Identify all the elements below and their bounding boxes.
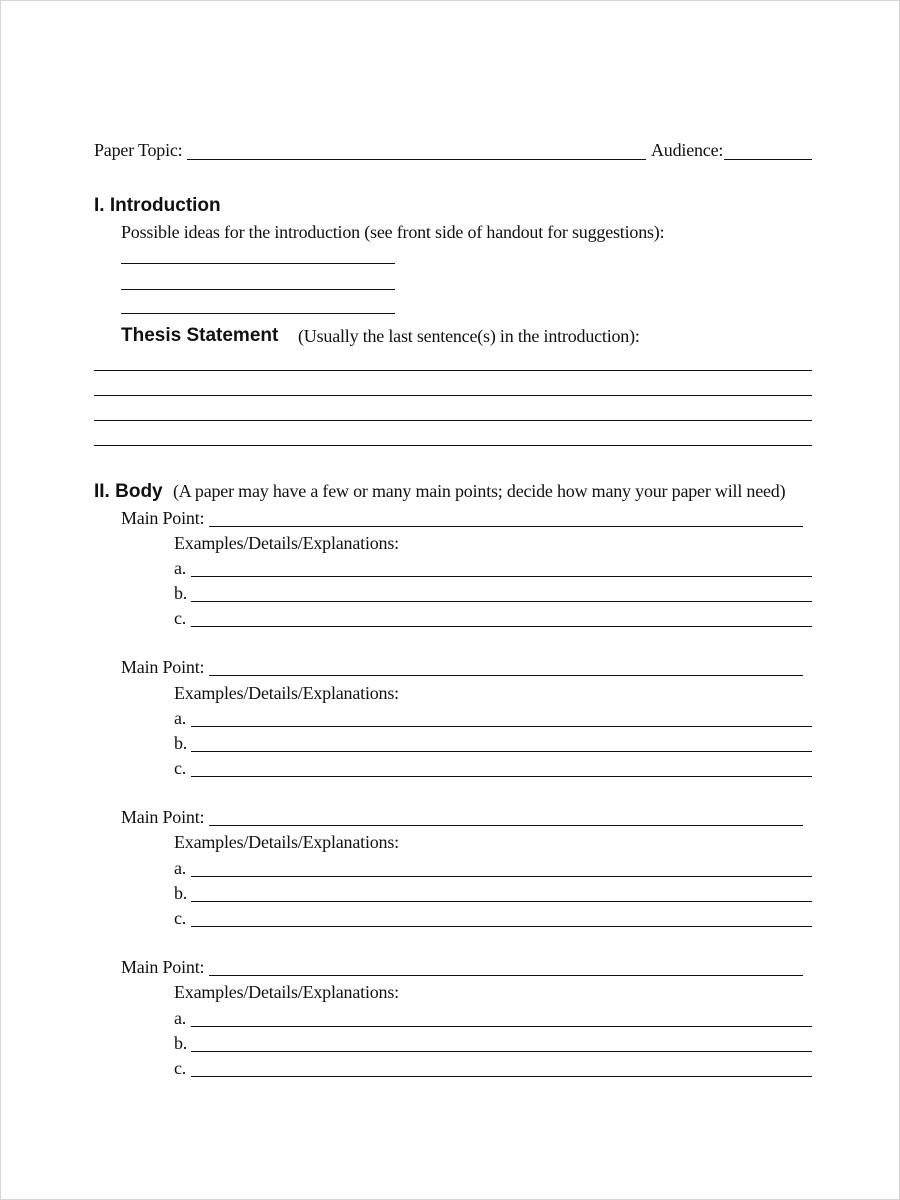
example-field[interactable]	[191, 1051, 812, 1052]
example-marker: c.	[174, 908, 187, 928]
audience-field[interactable]	[724, 159, 812, 160]
paper-topic-field[interactable]	[187, 159, 646, 160]
main-point-field[interactable]	[209, 975, 803, 976]
example-field[interactable]	[191, 626, 812, 627]
thesis-note: (Usually the last sentence(s) in the introduction):	[298, 326, 640, 346]
body-heading: II. Body	[94, 481, 163, 502]
body-note: (A paper may have a few or many main points; decide how many your paper will need)	[173, 481, 786, 501]
main-point-field[interactable]	[209, 526, 803, 527]
example-field[interactable]	[191, 726, 812, 727]
examples-label: Examples/Details/Explanations:	[174, 832, 399, 852]
example-marker: c.	[174, 608, 187, 628]
example-marker: a.	[174, 1008, 187, 1028]
example-field[interactable]	[191, 1076, 812, 1077]
example-marker: c.	[174, 1058, 187, 1078]
main-point-label: Main Point:	[121, 508, 205, 528]
example-marker: b.	[174, 583, 188, 603]
examples-label: Examples/Details/Explanations:	[174, 533, 399, 553]
example-marker: a.	[174, 558, 187, 578]
examples-label: Examples/Details/Explanations:	[174, 683, 399, 703]
example-field[interactable]	[191, 576, 812, 577]
intro-idea-line[interactable]	[121, 263, 395, 264]
example-marker: a.	[174, 858, 187, 878]
example-field[interactable]	[191, 776, 812, 777]
thesis-heading: Thesis Statement	[121, 325, 279, 346]
paper-topic-label: Paper Topic:	[94, 140, 183, 160]
example-marker: a.	[174, 708, 187, 728]
thesis-line[interactable]	[94, 395, 812, 396]
main-point-field[interactable]	[209, 825, 803, 826]
intro-idea-line[interactable]	[121, 313, 395, 314]
thesis-line[interactable]	[94, 445, 812, 446]
example-marker: b.	[174, 1033, 188, 1053]
example-field[interactable]	[191, 601, 812, 602]
main-point-label: Main Point:	[121, 657, 205, 677]
examples-label: Examples/Details/Explanations:	[174, 982, 399, 1002]
example-field[interactable]	[191, 1026, 812, 1027]
thesis-line[interactable]	[94, 370, 812, 371]
introduction-ideas-text: Possible ideas for the introduction (see front side of handout for suggestions):	[121, 222, 665, 242]
thesis-line[interactable]	[94, 420, 812, 421]
example-marker: b.	[174, 883, 188, 903]
example-field[interactable]	[191, 876, 812, 877]
example-field[interactable]	[191, 901, 812, 902]
example-field[interactable]	[191, 751, 812, 752]
example-field[interactable]	[191, 926, 812, 927]
main-point-label: Main Point:	[121, 807, 205, 827]
main-point-field[interactable]	[209, 675, 803, 676]
introduction-heading: I. Introduction	[94, 195, 221, 216]
main-point-label: Main Point:	[121, 957, 205, 977]
example-marker: b.	[174, 733, 188, 753]
intro-idea-line[interactable]	[121, 289, 395, 290]
audience-label: Audience:	[651, 140, 724, 160]
example-marker: c.	[174, 758, 187, 778]
